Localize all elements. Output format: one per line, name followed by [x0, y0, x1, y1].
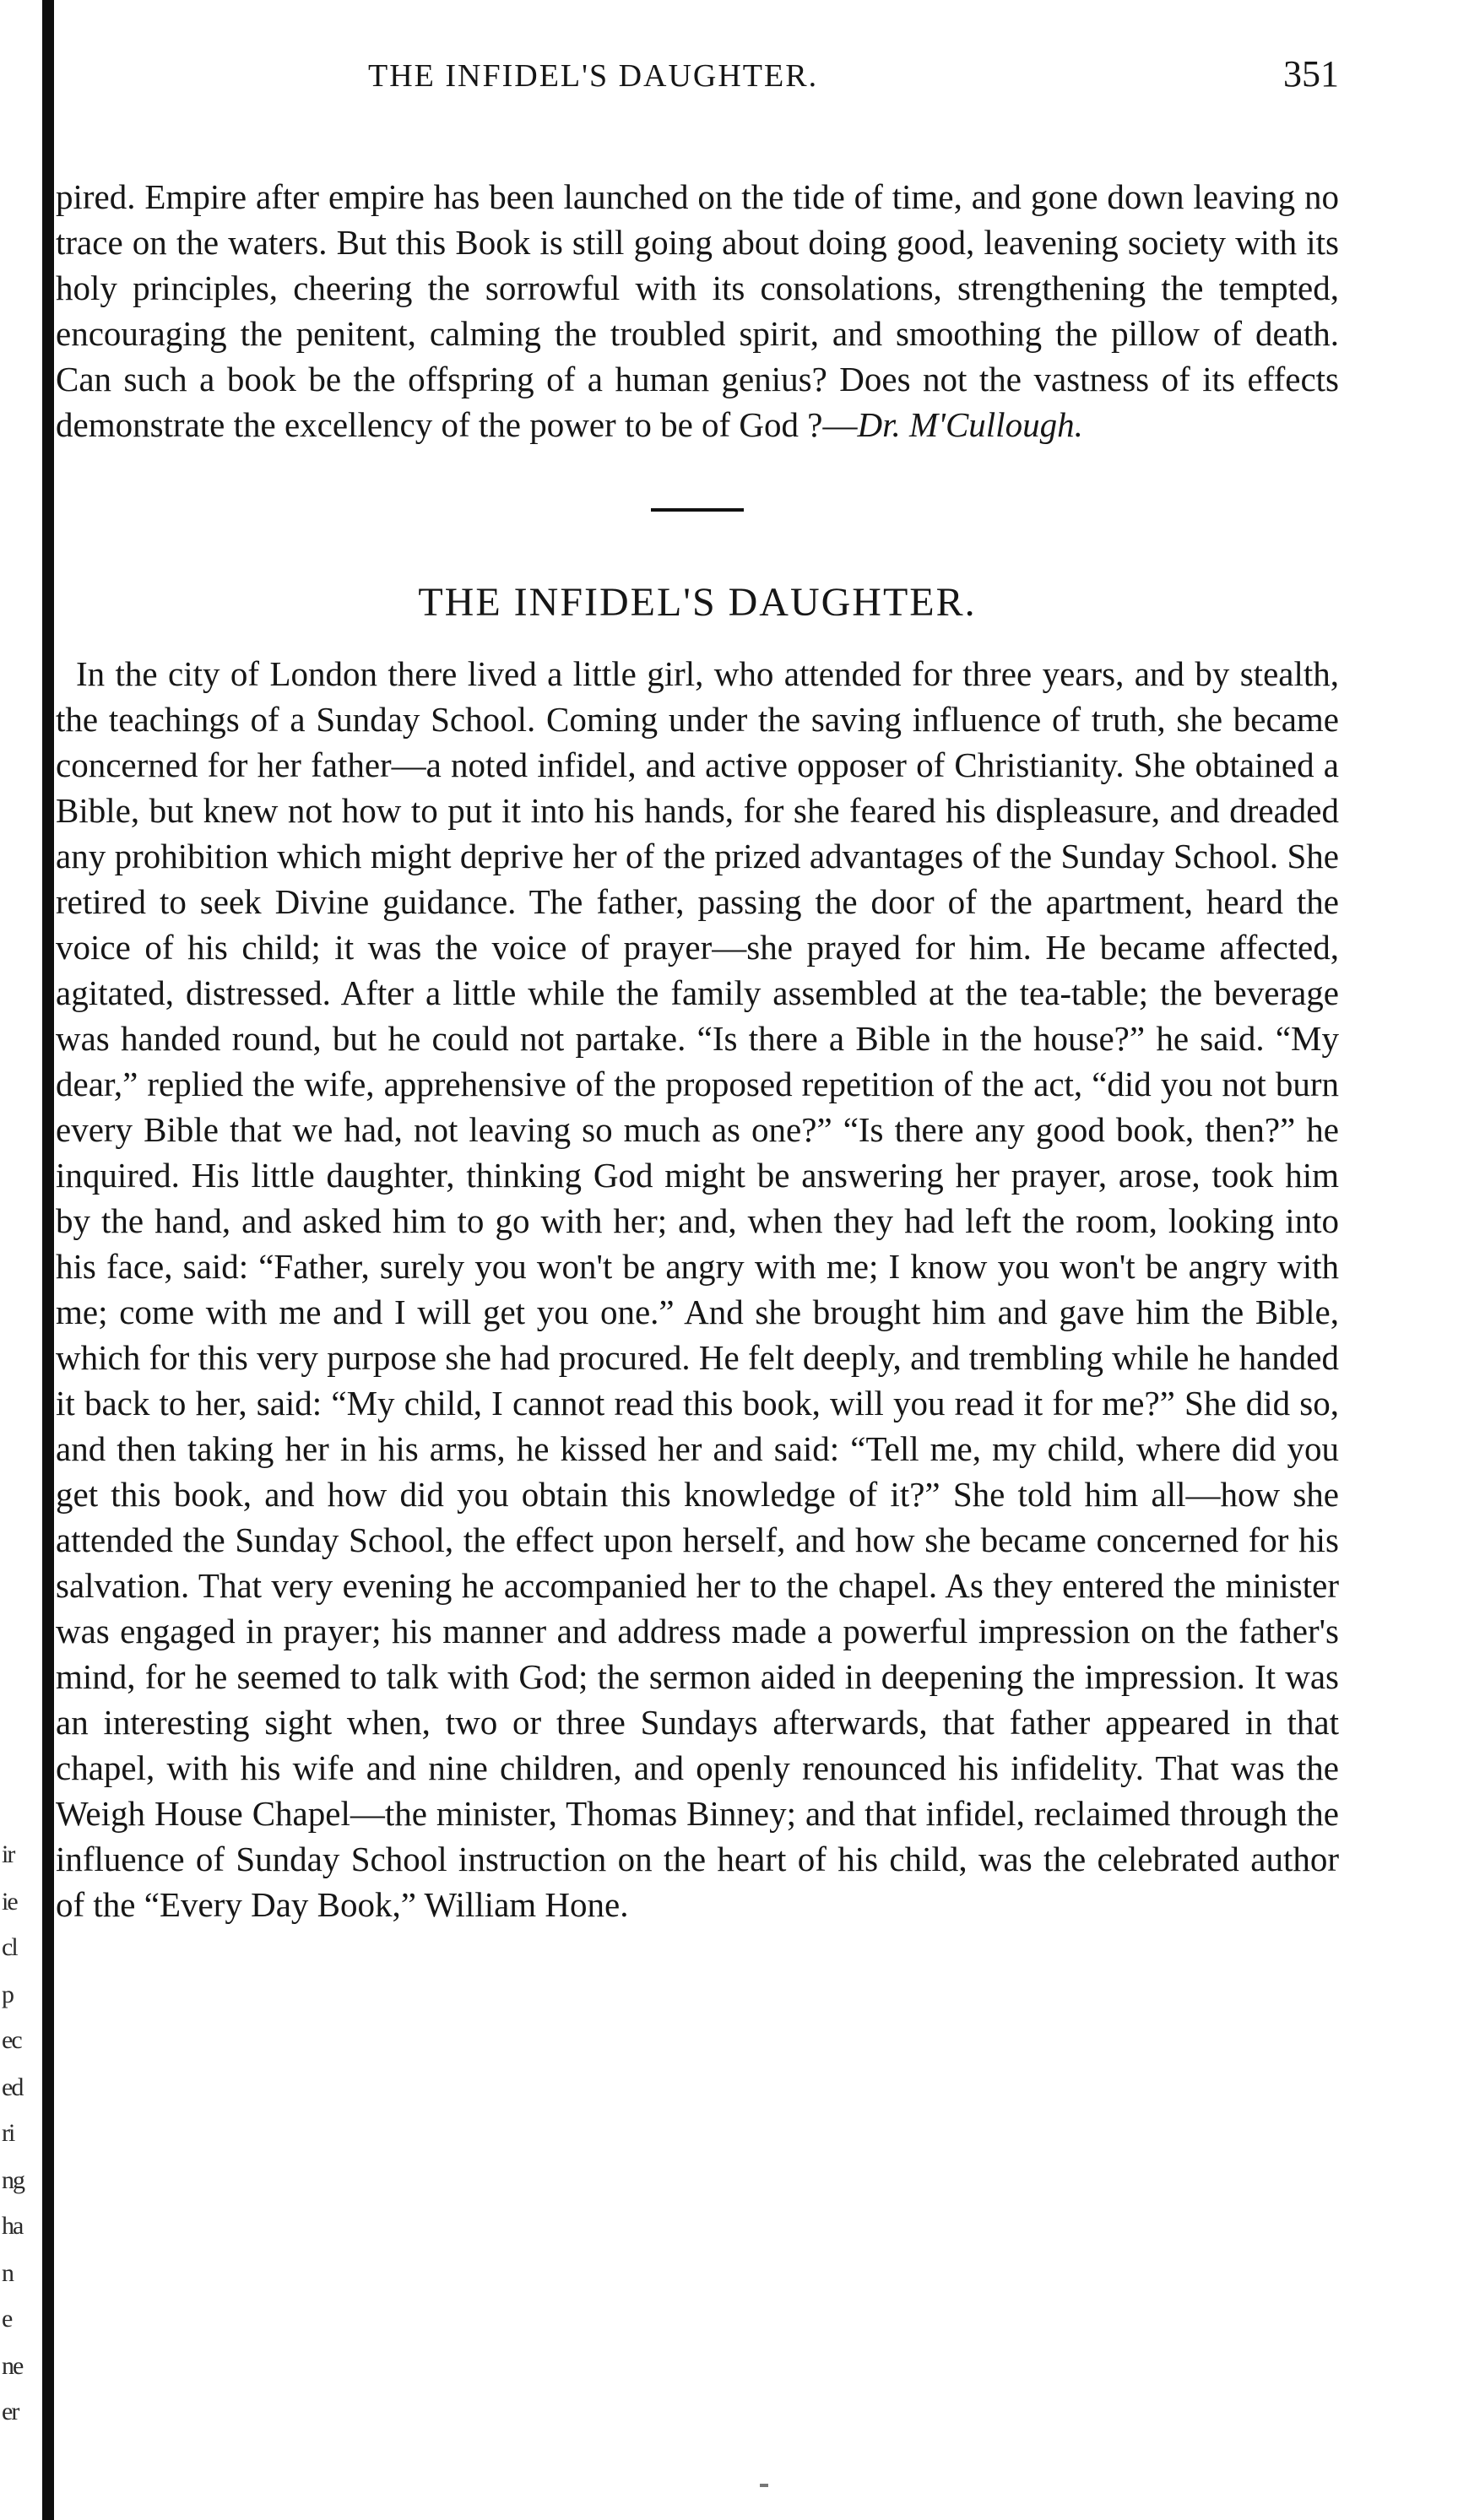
margin-fragment: p — [2, 1981, 13, 2008]
attribution: Dr. M'Cullough. — [857, 405, 1083, 444]
margin-fragment: ie — [2, 1888, 17, 1916]
running-head — [56, 41, 1339, 100]
article-heading: THE INFIDEL'S DAUGHTER. — [418, 580, 977, 625]
margin-fragment: ne — [2, 2352, 23, 2380]
previous-article-paragraph — [56, 174, 1339, 447]
margin-fragment: e — [2, 2305, 12, 2333]
previous-article-text: pired. Empire after empire has been launched on the tide of time, and gone down leaving no trace on the waters. But this Book is still going about doing good, leavening society with its holy principles, cheering the sorrowful with its consolations, strengthening the tempted, encouraging the penitent, calming the troubled spirit, and smoothing the pillow of death. Can such a book be the offspring of a human genius? Does not the vastness of its effects demonstrate the excellency of the power to be of God ?— — [56, 177, 1339, 444]
margin-fragment: n — [2, 2259, 13, 2287]
margin-fragment: ri — [2, 2119, 14, 2147]
running-head-title: THE INFIDEL'S DAUGHTER. — [368, 58, 819, 94]
margin-fragment: cl — [2, 1933, 17, 1961]
margin-fragment: ir — [2, 1840, 14, 1868]
margin-fragment: ed — [2, 2073, 23, 2101]
margin-fragment: ng — [2, 2166, 24, 2194]
article-body: In the city of London there lived a little girl, who attended for three years, and by stealth, the teachings of a Sunday School. Coming under the saving influence of truth, she became concerned for her father—a noted infidel, and active opposer of Christianity. She obtained a Bible, but knew not how to put it into his hands, for she feared his displeasure, and dreaded any prohibition which might deprive her of the prized advantages of the Sunday School. She retired to seek Divine guidance. The father, passing the door of the apartment, heard the voice of his child; it was the voice of prayer—she prayed for him. He became affected, agitated, distressed. After a little while the family assembled at the tea-table; the beverage was handed round, but he could not partake. “Is there a Bible in the house?” he said. “My dear,” replied the wife, apprehensive of the proposed repetition of the act, “did you not burn every Bible that we had, not leaving so much as one?” “Is there any good book, then?” he inquired. His little daughter, thinking God might be answering her prayer, arose, took him by the hand, and asked him to go with her; and, when they had left the room, looking into his face, said: “Father, surely you won't be angry with me; I know you won't be angry with me; come with me and I will get you one.” And she brought him and gave him the Bible, which for this very purpose she had procured. He felt deeply, and trembling while he handed it back to her, said: “My child, I cannot read this book, will you read it for me?” She did so, and then taking her in his arms, he kissed her and said: “Tell me, my child, where did you get this book, and how did you obtain this knowledge of it?” She told him all—how she attended the Sunday School, the effect upon herself, and how she became concerned for his salvation. That very evening he accompanied her to the chapel. As they entered the minister was engaged in prayer; his manner and address made a powerful impression on the father's mind, for he seemed to talk with God; the sermon aided in deepening the impression. It was an interesting sight when, two or three Sundays afterwards, that father appeared in that chapel, with his wife and nine children, and openly renounced his infidelity. That was the Weigh House Chapel—the minister, Thomas Binney; and that infidel, reclaimed through the influence of Sunday School instruction on the heart of his child, was the celebrated author of the “Every Day Book,” William Hone. — [56, 654, 1339, 1924]
page-number: 351 — [1283, 53, 1339, 95]
previous-article-ending — [56, 174, 1339, 447]
margin-fragment: er — [2, 2398, 19, 2425]
print-speck — [760, 2484, 768, 2487]
margin-fragment: ec — [2, 2026, 21, 2054]
margin-fragment: ha — [2, 2212, 23, 2240]
binding-gutter-shadow — [42, 0, 54, 2520]
section-divider-rule — [651, 508, 744, 512]
book-page — [56, 41, 1339, 1927]
